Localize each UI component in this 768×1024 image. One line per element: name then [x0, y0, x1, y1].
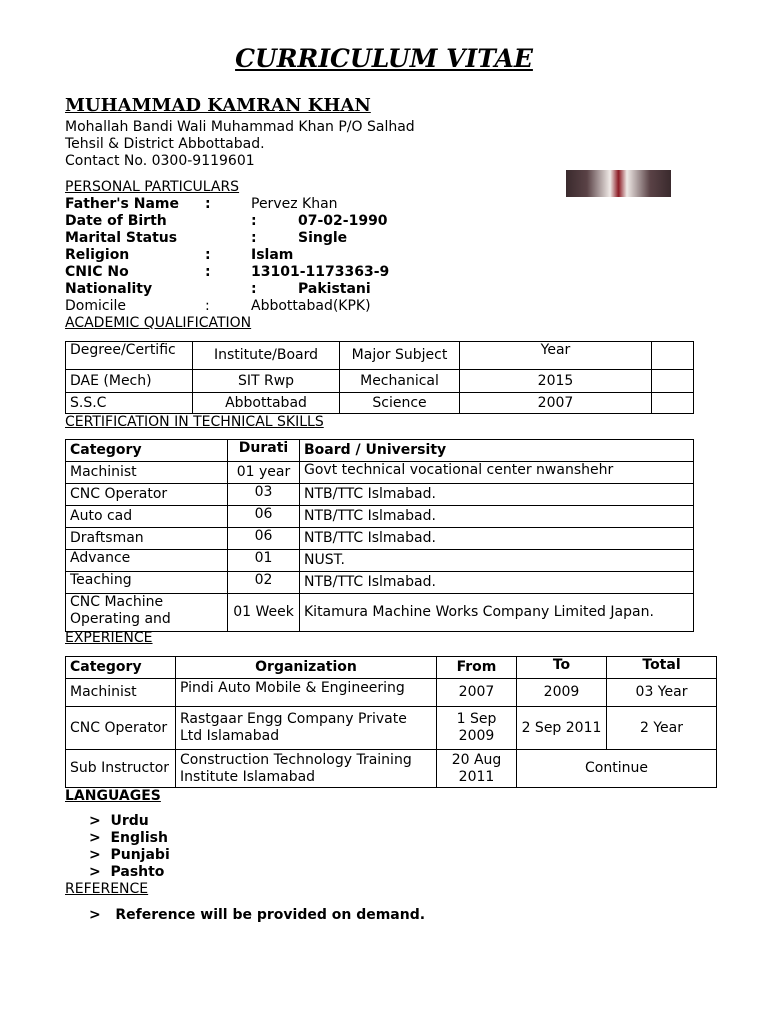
table-header-cell: Institute/Board [193, 342, 340, 370]
table-row [66, 462, 694, 484]
language-item [89, 847, 170, 863]
table-cell: Machinist [66, 679, 176, 707]
fathers-name-label: Father's Name [65, 196, 179, 212]
table-row [66, 550, 694, 572]
contact-number: Contact No. 0300-9119601 [65, 153, 255, 169]
table-cell: Draftsman [66, 528, 228, 550]
table-header-cell: Durati [228, 440, 300, 462]
table-cell: S.S.C [66, 393, 193, 414]
cell-text: CNC Machine Operating and [70, 594, 171, 627]
table-cell: Continue [517, 750, 717, 788]
table-cell: NTB/TTC Islmabad. [300, 484, 694, 506]
marital-status-label: Marital Status [65, 230, 178, 246]
languages-heading: LANGUAGES [65, 788, 161, 804]
table-row [66, 528, 694, 550]
table-header-row [66, 440, 694, 462]
date-of-birth-label: Date of Birth [65, 213, 167, 229]
experience-heading: EXPERIENCE [65, 630, 153, 646]
certification-heading: CERTIFICATION IN TECHNICAL SKILLS [65, 414, 324, 430]
experience-table [65, 656, 717, 788]
table-row [66, 506, 694, 528]
table-cell: 03 [228, 484, 300, 506]
table-header-cell: From [437, 657, 517, 679]
colon: : [205, 264, 211, 280]
table-cell: DAE (Mech) [66, 370, 193, 393]
nationality-value: Pakistani [298, 281, 371, 297]
table-cell: 01 year [228, 462, 300, 484]
table-cell-empty [652, 342, 694, 370]
table-cell: Kitamura Machine Works Company Limited Japan. [300, 594, 694, 632]
table-header-cell: Organization [176, 657, 437, 679]
table-row [66, 393, 694, 414]
language-name: English [110, 830, 168, 846]
table-cell: Rastgaar Engg Company Private Ltd Islamabad [176, 707, 437, 750]
table-cell-empty [652, 370, 694, 393]
table-header-cell: Major Subject [340, 342, 460, 370]
table-cell: Sub Instructor [66, 750, 176, 788]
address-line-2: Tehsil & District Abbottabad. [65, 136, 265, 152]
reference-heading: REFERENCE [65, 881, 149, 897]
table-row [66, 707, 717, 750]
cnic-label: CNIC No [65, 264, 129, 280]
reference-text: Reference will be provided on demand. [115, 907, 426, 923]
table-cell: NUST. [300, 550, 694, 572]
language-item [89, 864, 164, 880]
table-cell: 20 Aug 2011 [437, 750, 517, 788]
table-row [66, 594, 694, 632]
table-cell: 01 [228, 550, 300, 572]
language-item [89, 813, 149, 829]
date-of-birth-value: 07-02-1990 [298, 213, 388, 229]
language-item [89, 830, 168, 846]
colon: : [251, 230, 257, 246]
cv-title: CURRICULUM VITAE [235, 44, 533, 73]
table-header-cell: Category [66, 657, 176, 679]
address-line-1: Mohallah Bandi Wali Muhammad Khan P/O Salhad [65, 119, 415, 135]
table-cell: 03 Year [607, 679, 717, 707]
bullet-arrow-icon: > [89, 813, 101, 829]
table-cell: 2 Year [607, 707, 717, 750]
table-cell-empty [652, 393, 694, 414]
table-cell: 06 [228, 506, 300, 528]
profile-photo [566, 170, 671, 197]
fathers-name-value: Pervez Khan [251, 196, 338, 212]
table-row [66, 750, 717, 788]
table-cell: 2007 [437, 679, 517, 707]
language-name: Punjabi [110, 847, 170, 863]
table-row [66, 679, 717, 707]
table-cell: Auto cad [66, 506, 228, 528]
table-row [66, 572, 694, 594]
table-cell: 06 [228, 528, 300, 550]
table-cell: 2015 [460, 370, 652, 393]
table-header-row [66, 342, 694, 370]
religion-label: Religion [65, 247, 130, 263]
table-cell: 2009 [517, 679, 607, 707]
table-cell: NTB/TTC Islmabad. [300, 506, 694, 528]
applicant-name: MUHAMMAD KAMRAN KHAN [65, 95, 371, 116]
table-cell: Pindi Auto Mobile & Engineering [176, 679, 437, 707]
table-cell: Science [340, 393, 460, 414]
personal-particulars-heading: PERSONAL PARTICULARS [65, 179, 240, 195]
bullet-arrow-icon: > [89, 847, 101, 863]
table-cell: Abbottabad [193, 393, 340, 414]
table-cell: Teaching [66, 572, 228, 594]
colon: : [205, 298, 210, 314]
table-header-cell: Board / University [300, 440, 694, 462]
table-cell: CNC Operator [66, 707, 176, 750]
colon: : [205, 247, 211, 263]
table-cell: 2 Sep 2011 [517, 707, 607, 750]
language-name: Urdu [110, 813, 149, 829]
religion-value: Islam [251, 247, 294, 263]
table-cell: 02 [228, 572, 300, 594]
cnic-value: 13101-1173363-9 [251, 264, 390, 280]
domicile-value: Abbottabad(KPK) [251, 298, 371, 314]
academic-table [65, 341, 694, 414]
table-header-cell: Total [607, 657, 717, 679]
table-cell: Construction Technology Training Institute Islamabad [176, 750, 437, 788]
table-cell: Advance [66, 550, 228, 572]
table-cell: CNC Operator [66, 484, 228, 506]
table-cell: 01 Week [228, 594, 300, 632]
colon: : [251, 281, 257, 297]
bullet-arrow-icon: > [89, 830, 101, 846]
table-cell: NTB/TTC Islmabad. [300, 528, 694, 550]
table-header-cell: Degree/Certific [66, 342, 193, 370]
academic-heading: ACADEMIC QUALIFICATION [65, 315, 252, 331]
marital-status-value: Single [298, 230, 348, 246]
table-cell: SIT Rwp [193, 370, 340, 393]
table-cell: 2007 [460, 393, 652, 414]
table-header-cell: Category [66, 440, 228, 462]
table-row [66, 484, 694, 506]
table-cell: 1 Sep 2009 [437, 707, 517, 750]
table-row [66, 370, 694, 393]
table-cell [66, 594, 228, 632]
colon: : [205, 196, 211, 212]
table-header-cell: To [517, 657, 607, 679]
colon: : [251, 213, 257, 229]
table-header-row [66, 657, 717, 679]
table-cell: NTB/TTC Islmabad. [300, 572, 694, 594]
language-name: Pashto [110, 864, 165, 880]
reference-item [89, 907, 425, 923]
table-cell: Mechanical [340, 370, 460, 393]
nationality-label: Nationality [65, 281, 153, 297]
domicile-label: Domicile [65, 298, 126, 314]
certification-table [65, 439, 694, 632]
table-cell: Govt technical vocational center nwanshehr [300, 462, 694, 484]
bullet-arrow-icon: > [89, 864, 101, 880]
bullet-arrow-icon: > [89, 907, 101, 923]
table-header-cell: Year [460, 342, 652, 370]
table-cell: Machinist [66, 462, 228, 484]
